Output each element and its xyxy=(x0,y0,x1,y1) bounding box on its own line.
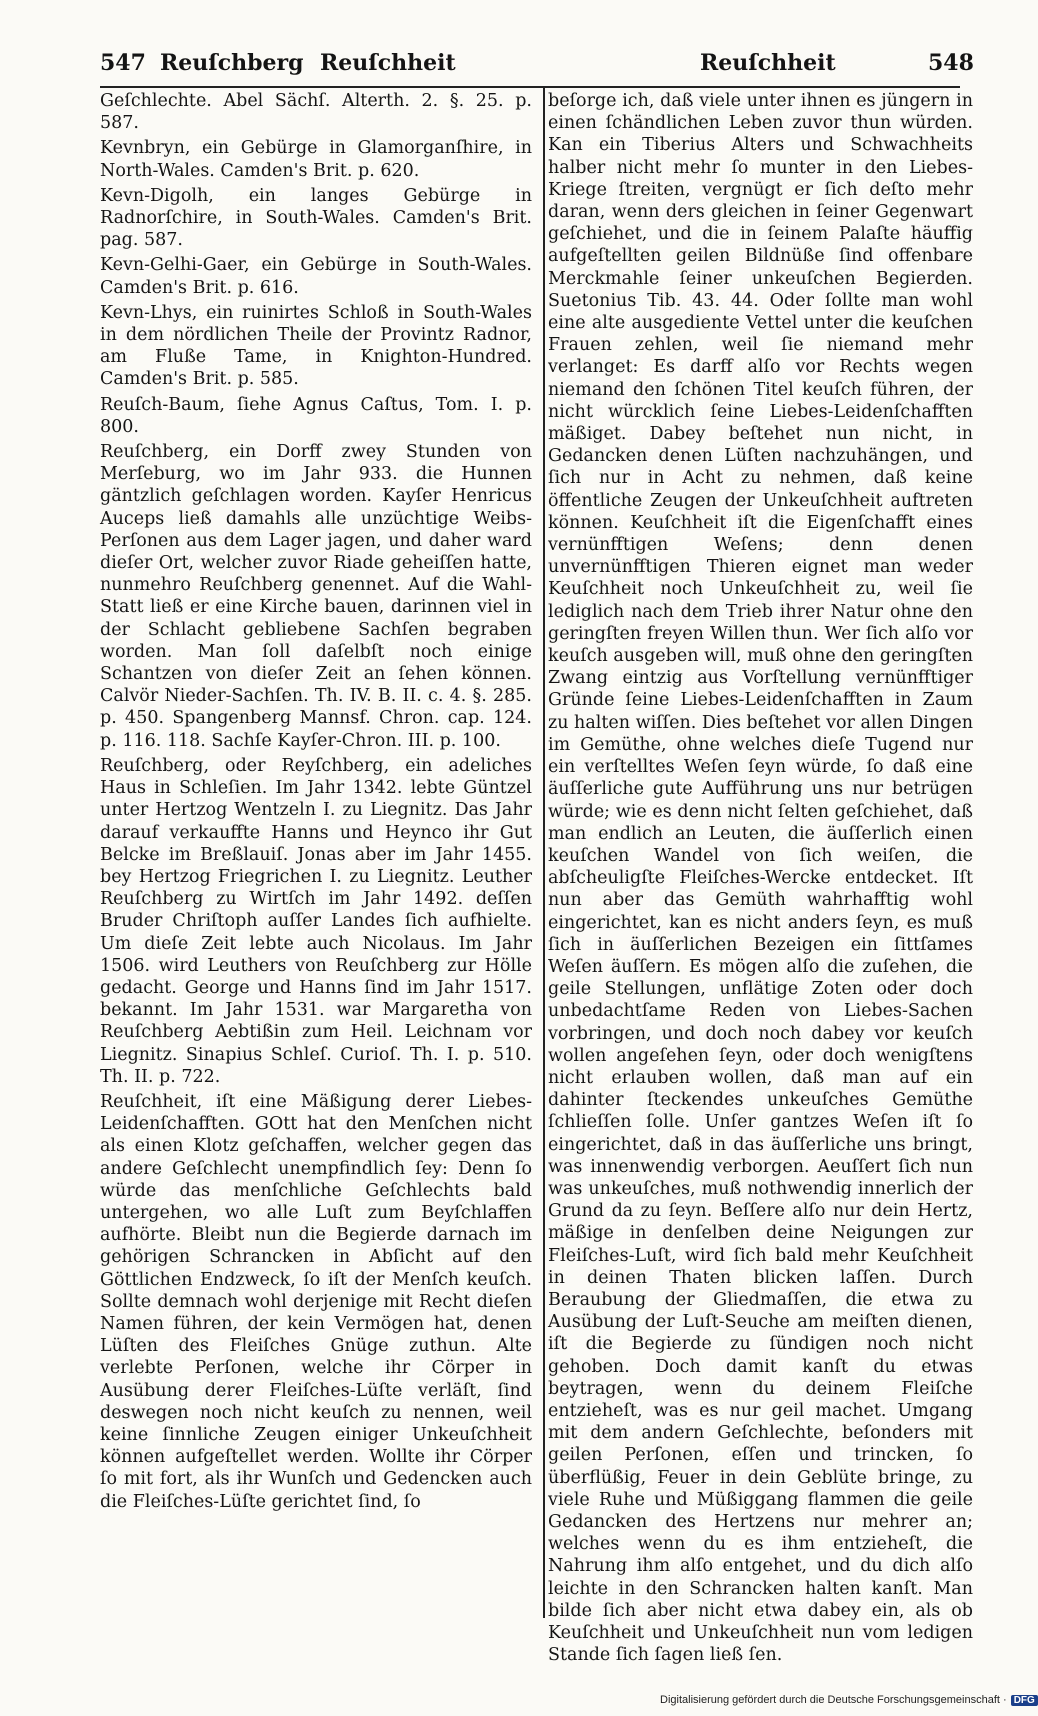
entry-text: Kevn-Digolh, ein langes Gebürge in Radnorſchire, in South-Wales. Camden's Brit. pag. 587. xyxy=(100,185,532,251)
header-rule xyxy=(100,86,960,88)
entry-text: Reuſch-Baum, ſiehe Agnus Caſtus, Tom. I. p. 800. xyxy=(100,394,532,437)
entry-text: Reuſchberg, ein Dorff zwey Stunden von Merſeburg, wo im Jahr 933. die Hunnen gäntzlich geſchlagen worden. Kayſer Henricus Auceps ließ damahls alle unzüchtige Weibs-Perſonen aus dem Lager jagen, und daher ward dieſer Ort, welcher zuvor Riade geheiſſen hatte, nunmehro Reuſchberg genennet. Auf die Wahl-Statt ließ er eine Kirche bauen, darinnen viel in der Schlacht gebliebene Sachſen begraben worden. Man ſoll daſelbſt noch einige Schantzen von dieſer Zeit an ſehen können. Calvör Nieder-Sachſen. Th. IV. B. II. c. 4. §. 285. p. 450. Spangenberg Mannsf. Chron. cap. 124. p. 116. 118. Sachſe Kayſer-Chron. III. p. 100. xyxy=(100,442,532,751)
running-header xyxy=(0,50,1000,86)
entry-text: Geſchlechte. Abel Sächſ. Alterth. 2. §. 25. p. 587. xyxy=(100,91,532,134)
right-column xyxy=(548,90,973,1669)
entry-text: Kevn-Lhys, ein ruinirtes Schloß in South-Wales in dem nördlichen Theile der Provintz Radnor, am Fluße Tame, in Knighton-Hundred. Camden's Brit. p. 585. xyxy=(100,302,532,390)
entry-text: Reuſchberg, oder Reyſchberg, ein adeliches Haus in Schleſien. Im Jahr 1342. lebte Güntzel unter Hertzog Wentzeln I. zu Liegnitz. Das Jahr darauf verkauffte Hanns und Heynco ihr Gut Belcke im Breßlauiſ. Jonas aber im Jahr 1455. bey Hertzog Friegrichen I. zu Liegnitz. Leuther Reuſchberg zu Wirtſch im Jahr 1492. deſſen Bruder Chriſtoph auſſer Landes ſich aufhielte. Um dieſe Zeit lebte auch Nicolaus. Im Jahr 1506. wird Leuthers von Reuſchberg zur Hölle gedacht. George und Hanns ſind im Jahr 1517. bekannt. Im Jahr 1531. war Margaretha von Reuſchberg Aebtißin zum Heil. Leichnam vor Liegnitz. Sinapius Schleſ. Curioſ. Th. I. p. 510. Th. II. p. 722. xyxy=(100,755,532,1087)
column-divider xyxy=(543,88,545,1618)
right-page-number: 548 xyxy=(928,50,974,76)
entry-text: Kevnbryn, ein Gebürge in Glamorganſhire, in North-Wales. Camden's Brit. p. 620. xyxy=(100,138,532,181)
entry-text: Kevn-Gelhi-Gaer, ein Gebürge in South-Wales. Camden's Brit. p. 616. xyxy=(100,255,532,298)
right-header-word: Reuſchheit xyxy=(700,50,836,76)
entry-text: beſorge ich, daß viele unter ihnen es jüngern in einen ſchändlichen Leben zuvor thun würden. Kan ein Tiberius Alters und Schwachheits halber nicht mehr ſo munter in den Liebes-Kriege ſtreiten, vergnügt er ſich deſto mehr daran, wenn ders gleichen in ſeiner Gegenwart geſchiehet, und die in ſeinem Palaſte häuffig aufgeſtellten geilen Bildnüße ſind offenbare Merckmahle ſeiner unkeuſchen Begierden. Suetonius Tib. 43. 44. Oder ſollte man wohl eine alte ausgediente Vettel unter die keuſchen Frauen zehlen, weil ſie niemand mehr verlanget: Es darff alſo vor Rechts wegen niemand den ſchönen Titel keuſch führen, der nicht würcklich ſeine Liebes-Leidenſchafften mäßiget. Dabey beſtehet nun nicht, in Gedancken denen Lüſten nachzuhängen, und ſich nur in Acht zu nehmen, daß keine öffentliche Zeugen der Unkeuſchheit auftreten können. Keuſchheit iſt die Eigenſchafft eines vernünfftigen Weſens; denn denen unvernünfftigen Thieren eignet man weder Keuſchheit noch Unkeuſchheit zu, weil ſie lediglich nach dem Trieb ihrer Natur ohne den geringſten freyen Willen thun. Wer ſich alſo vor keuſch ausgeben will, muß ohne den geringſten Zwang eintzig aus Vorſtellung vernünfftiger Gründe ſeine Liebes-Leidenſchafften in Zaum zu halten wiſſen. Dies beſtehet vor allen Dingen im Gemüthe, ohne welches dieſe Tugend nur ein verſtelltes Weſen ſeyn würde, ſo daß eine äuſſerliche gute Aufführung uns nur betrügen würde; wie es denn nicht ſelten geſchiehet, daß man endlich an Leuten, die äuſſerlich einen keuſchen Wandel von ſich weiſen, die abſcheuligſte Fleiſches-Wercke entdecket. Iſt nun aber das Gemüth wahrhafftig wohl eingerichtet, kan es nicht anders ſeyn, es muß ſich in äuſſerlichen Bezeigen ein ſittſames Weſen äuſſern. Es mögen alſo die zuſehen, die geile Stellungen, unflätige Zoten oder doch unbedachtſame Reden von Liebes-Sachen vorbringen, und doch noch dabey vor keuſch wollen angeſehen ſeyn, oder doch wenigſtens nicht erlauben wollen, daß man auf ein dahinter ſteckendes unkeuſches Gemüthe ſchlieſſen ſolle. Unſer gantzes Weſen iſt ſo eingerichtet, daß in das äuſſerliche uns bringt, was innenwendig verborgen. Aeuſſert ſich nun was unkeuſches, muß nothwendig innerlich der Grund da zu ſeyn. Beſſere alſo nur dein Hertz, mäßige in denſelben deine Neigungen zur Fleiſches-Luſt, wird ſich bald mehr Keuſchheit in deinen Thaten blicken laſſen. Durch Beraubung der Gliedmaſſen, die etwa zu Ausübung der Luſt-Seuche am meiſten dienen, iſt die Begierde zu ſündigen noch nicht gehoben. Doch damit kanſt du etwas beytragen, wenn du deinem Fleiſche entzieheſt, was es nur geil machet. Umgang mit dem andern Geſchlechte, beſonders mit geilen Perſonen, eſſen und trincken, ſo überflüßig, Feuer in dein Geblüte bringe, zu viele Ruhe und Müßiggang flammen die geile Gedancken des Hertzens nur mehrer an; welches wenn du es ihm entzieheſt, die Nahrung ihm alſo entgehet, und du dich alſo leichte in den Schrancken halten kanſt. Man bilde ſich aber nicht etwa dabey ein, als ob Keuſchheit und Unkeuſchheit nun vom ledigen Stande ſich ſagen ließ ſen. xyxy=(548,91,973,1666)
digitization-footer xyxy=(660,1694,1035,1712)
footer-text: Digitalisierung gefördert durch die Deutsche Forschungsgemeinschaft · xyxy=(660,1694,1007,1706)
dfg-logo: DFG xyxy=(1011,1695,1038,1706)
left-column xyxy=(100,90,532,1516)
entry-text: Reuſchheit, iſt eine Mäßigung derer Liebes-Leidenſchafften. GOtt hat den Menſchen nicht als einen Klotz geſchaffen, welcher gegen das andere Geſchlecht unempfindlich ſey: Denn ſo würde das menſchliche Geſchlechts bald untergehen, wo alle Luſt zum Beyſchlaffen aufhörte. Bleibt nun die Begierde darnach im gehörigen Schrancken in Abſicht auf den Göttlichen Endzweck, ſo iſt der Menſch keuſch. Sollte demnach wohl derjenige mit Recht dieſen Namen führen, der kein Vermögen hat, denen Lüſten des Fleiſches Gnüge zuthun. Alte verlebte Perſonen, welche ihr Cörper in Ausübung derer Fleiſches-Lüſte verläſt, ſind deswegen noch nicht keuſch zu nennen, weil keine ſinnliche Zeugen einiger Unkeuſchheit können aufgeſtellet werden. Wollte ihr Cörper ſo mit fort, als ihr Wunſch und Gedencken auch die Fleiſches-Lüſte gerichtet ſind, ſo xyxy=(100,1091,532,1512)
left-header-word-1: Reuſchberg xyxy=(160,50,304,76)
left-header-word-2: Reuſchheit xyxy=(320,50,456,76)
left-page-number: 547 xyxy=(100,50,146,76)
